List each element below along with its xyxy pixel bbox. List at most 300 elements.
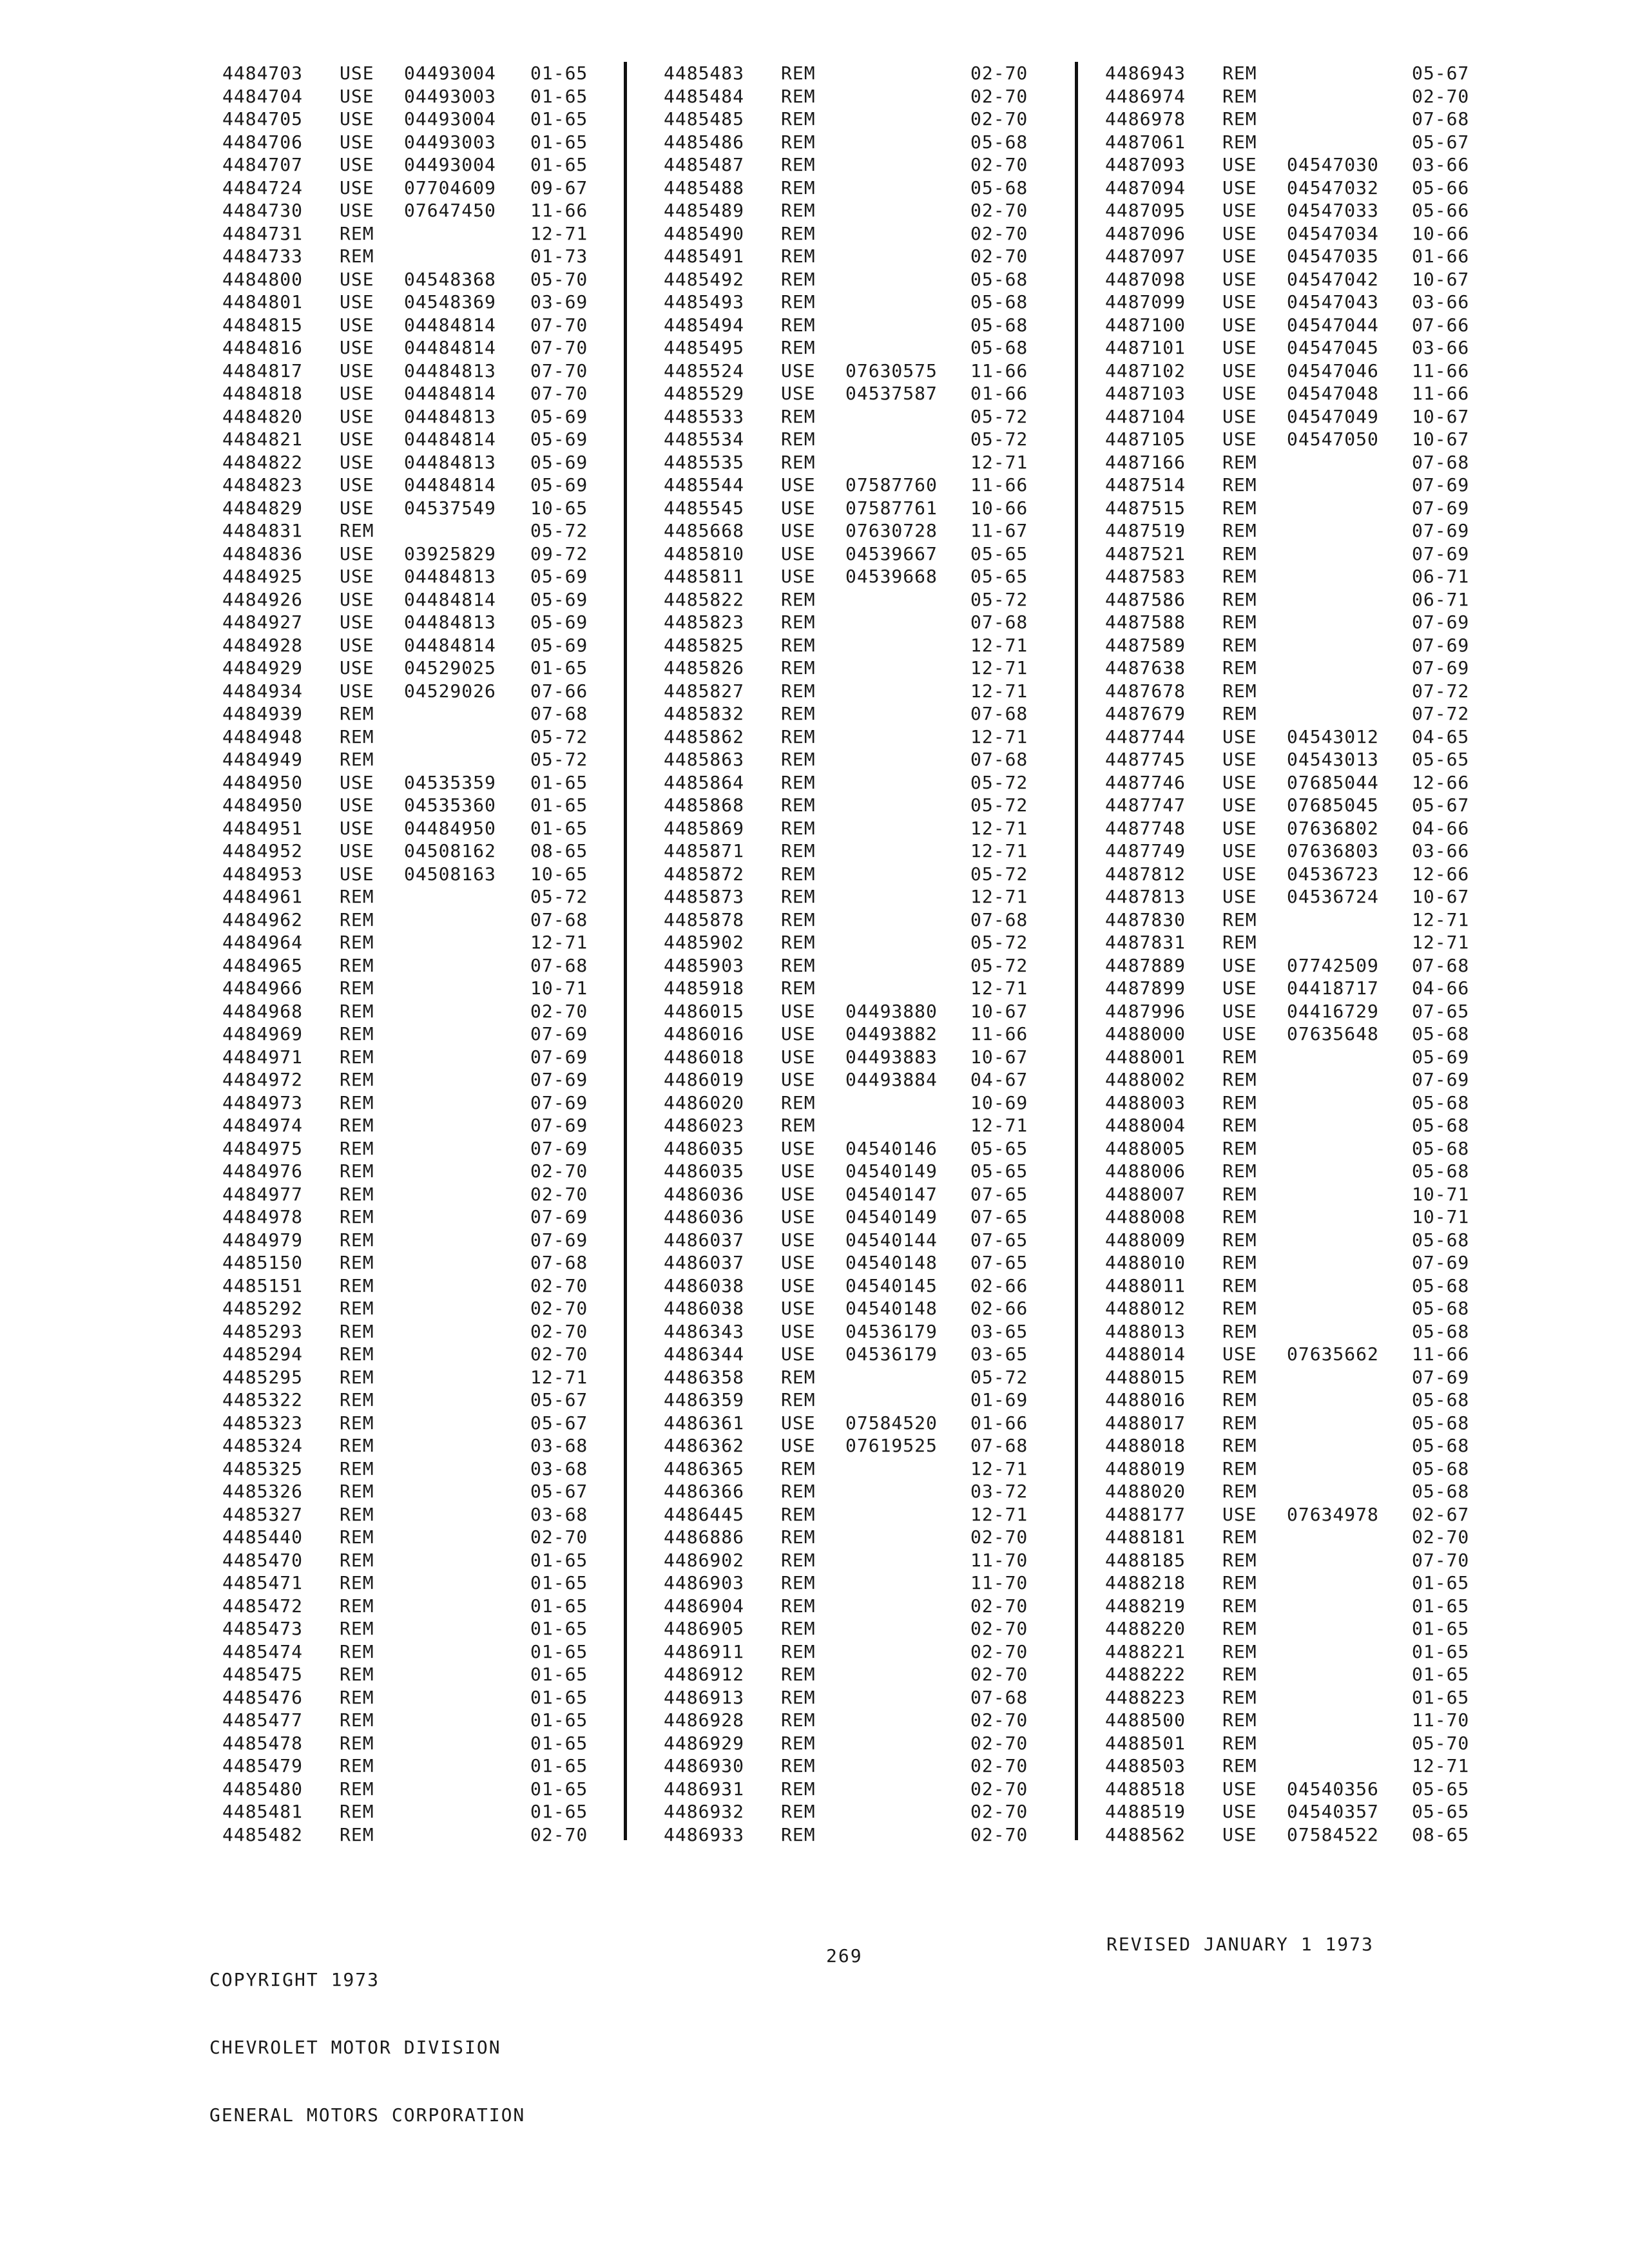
replacement-part-number: 04536723 bbox=[1287, 863, 1379, 885]
action-code: USE bbox=[1222, 817, 1257, 839]
effective-date: 12-71 bbox=[970, 1503, 1028, 1525]
action-code: REM bbox=[1222, 908, 1257, 930]
effective-date: 01-65 bbox=[530, 1709, 588, 1731]
action-code: REM bbox=[340, 1664, 374, 1685]
part-number: 4485478 bbox=[222, 1732, 304, 1754]
action-code: USE bbox=[781, 360, 816, 381]
part-number: 4485477 bbox=[222, 1709, 304, 1731]
action-code: USE bbox=[781, 1412, 816, 1434]
effective-date: 04-66 bbox=[1412, 817, 1470, 839]
effective-date: 05-72 bbox=[970, 588, 1028, 610]
effective-date: 05-65 bbox=[970, 1137, 1028, 1159]
part-number: 4484704 bbox=[222, 85, 304, 107]
effective-date: 09-67 bbox=[530, 177, 588, 198]
replacement-part-number: 07636803 bbox=[1287, 840, 1379, 861]
replacement-part-number: 07685045 bbox=[1287, 794, 1379, 816]
action-code: USE bbox=[340, 657, 374, 678]
part-number: 4484706 bbox=[222, 131, 304, 153]
action-code: USE bbox=[1222, 954, 1257, 976]
action-code: REM bbox=[781, 1091, 816, 1113]
effective-date: 01-66 bbox=[970, 383, 1028, 404]
action-code: REM bbox=[1222, 451, 1257, 473]
replacement-part-number: 07584520 bbox=[845, 1412, 938, 1434]
part-number: 4484801 bbox=[222, 291, 304, 312]
effective-date: 02-70 bbox=[970, 1526, 1028, 1548]
replacement-part-number: 04493004 bbox=[404, 62, 496, 84]
action-code: REM bbox=[340, 1160, 374, 1182]
part-number: 4486023 bbox=[664, 1115, 745, 1136]
effective-date: 10-71 bbox=[530, 977, 588, 999]
part-number: 4486902 bbox=[664, 1549, 745, 1571]
replacement-part-number: 04508162 bbox=[404, 840, 496, 861]
part-number: 4487749 bbox=[1105, 840, 1186, 861]
effective-date: 12-71 bbox=[970, 977, 1028, 999]
replacement-part-number: 04540145 bbox=[845, 1274, 938, 1296]
replacement-part-number: 04540144 bbox=[845, 1229, 938, 1251]
part-number: 4484972 bbox=[222, 1069, 304, 1090]
part-number: 4486344 bbox=[664, 1343, 745, 1365]
effective-date: 05-68 bbox=[1412, 1298, 1470, 1319]
part-number: 4485668 bbox=[664, 520, 745, 541]
action-code: REM bbox=[781, 268, 816, 290]
action-code: REM bbox=[1222, 657, 1257, 678]
part-number: 4485902 bbox=[664, 932, 745, 953]
replacement-part-number: 07630575 bbox=[845, 360, 938, 381]
effective-date: 12-71 bbox=[970, 817, 1028, 839]
action-code: USE bbox=[340, 497, 374, 519]
effective-date: 07-69 bbox=[1412, 474, 1470, 495]
part-number: 4484968 bbox=[222, 1000, 304, 1022]
action-code: REM bbox=[340, 1732, 374, 1754]
revised-date: REVISED JANUARY 1 1973 bbox=[1106, 1934, 1374, 1955]
replacement-part-number: 04547048 bbox=[1287, 383, 1379, 404]
effective-date: 05-68 bbox=[1412, 1274, 1470, 1296]
effective-date: 12-71 bbox=[970, 886, 1028, 907]
action-code: REM bbox=[340, 1366, 374, 1388]
effective-date: 02-70 bbox=[970, 1664, 1028, 1685]
part-number: 4485872 bbox=[664, 863, 745, 885]
part-number: 4485295 bbox=[222, 1366, 304, 1388]
action-code: REM bbox=[781, 62, 816, 84]
copyright-line: GENERAL MOTORS CORPORATION bbox=[209, 2104, 526, 2126]
action-code: REM bbox=[340, 1595, 374, 1617]
part-number: 4484953 bbox=[222, 863, 304, 885]
action-code: REM bbox=[781, 817, 816, 839]
effective-date: 05-65 bbox=[970, 566, 1028, 587]
effective-date: 02-70 bbox=[530, 1183, 588, 1205]
action-code: USE bbox=[340, 405, 374, 427]
part-number: 4487679 bbox=[1105, 703, 1186, 724]
part-number: 4484950 bbox=[222, 794, 304, 816]
action-code: REM bbox=[781, 1640, 816, 1662]
part-number: 4487102 bbox=[1105, 360, 1186, 381]
effective-date: 12-71 bbox=[970, 1457, 1028, 1479]
action-code: REM bbox=[1222, 1298, 1257, 1319]
action-code: REM bbox=[1222, 703, 1257, 724]
part-number: 4486930 bbox=[664, 1755, 745, 1776]
action-code: REM bbox=[781, 1366, 816, 1388]
effective-date: 07-69 bbox=[530, 1091, 588, 1113]
part-number: 4488001 bbox=[1105, 1046, 1186, 1068]
action-code: USE bbox=[340, 154, 374, 175]
action-code: REM bbox=[781, 749, 816, 770]
action-code: USE bbox=[781, 1252, 816, 1273]
effective-date: 02-70 bbox=[970, 62, 1028, 84]
effective-date: 02-70 bbox=[970, 1640, 1028, 1662]
part-number: 4485474 bbox=[222, 1640, 304, 1662]
action-code: REM bbox=[781, 131, 816, 153]
part-number: 4486905 bbox=[664, 1618, 745, 1639]
effective-date: 04-66 bbox=[1412, 977, 1470, 999]
effective-date: 07-69 bbox=[1412, 611, 1470, 633]
action-code: REM bbox=[781, 1503, 816, 1525]
part-number: 4484730 bbox=[222, 200, 304, 221]
action-code: REM bbox=[781, 1732, 816, 1754]
effective-date: 05-67 bbox=[530, 1481, 588, 1502]
action-code: USE bbox=[340, 634, 374, 656]
effective-date: 05-66 bbox=[1412, 200, 1470, 221]
replacement-part-number: 07635662 bbox=[1287, 1343, 1379, 1365]
effective-date: 11-67 bbox=[970, 520, 1028, 541]
action-code: USE bbox=[1222, 1778, 1257, 1800]
effective-date: 01-65 bbox=[530, 771, 588, 793]
effective-date: 11-66 bbox=[970, 474, 1028, 495]
part-number: 4485292 bbox=[222, 1298, 304, 1319]
part-number: 4484820 bbox=[222, 405, 304, 427]
effective-date: 07-68 bbox=[530, 954, 588, 976]
effective-date: 07-68 bbox=[530, 908, 588, 930]
effective-date: 10-67 bbox=[970, 1046, 1028, 1068]
part-number: 4487098 bbox=[1105, 268, 1186, 290]
part-number: 4485475 bbox=[222, 1664, 304, 1685]
part-number: 4484966 bbox=[222, 977, 304, 999]
part-number: 4488181 bbox=[1105, 1526, 1186, 1548]
action-code: REM bbox=[340, 1343, 374, 1365]
action-code: REM bbox=[1222, 1274, 1257, 1296]
part-number: 4487747 bbox=[1105, 794, 1186, 816]
part-number: 4484979 bbox=[222, 1229, 304, 1251]
part-number: 4486974 bbox=[1105, 85, 1186, 107]
effective-date: 01-65 bbox=[530, 85, 588, 107]
action-code: REM bbox=[340, 886, 374, 907]
part-number: 4484934 bbox=[222, 680, 304, 702]
effective-date: 02-70 bbox=[970, 1801, 1028, 1822]
part-number: 4488218 bbox=[1105, 1572, 1186, 1593]
part-number: 4484822 bbox=[222, 451, 304, 473]
action-code: REM bbox=[781, 863, 816, 885]
part-number: 4486016 bbox=[664, 1023, 745, 1044]
effective-date: 11-66 bbox=[530, 200, 588, 221]
action-code: USE bbox=[340, 611, 374, 633]
effective-date: 12-71 bbox=[530, 222, 588, 244]
effective-date: 05-68 bbox=[1412, 1229, 1470, 1251]
effective-date: 03-66 bbox=[1412, 154, 1470, 175]
part-number: 4487638 bbox=[1105, 657, 1186, 678]
effective-date: 10-67 bbox=[1412, 405, 1470, 427]
action-code: USE bbox=[340, 85, 374, 107]
action-code: USE bbox=[1222, 200, 1257, 221]
action-code: USE bbox=[1222, 222, 1257, 244]
part-number: 4485822 bbox=[664, 588, 745, 610]
effective-date: 01-65 bbox=[530, 1686, 588, 1708]
part-number: 4486366 bbox=[664, 1481, 745, 1502]
replacement-part-number: 04484814 bbox=[404, 337, 496, 358]
effective-date: 01-65 bbox=[1412, 1664, 1470, 1685]
part-number: 4488020 bbox=[1105, 1481, 1186, 1502]
action-code: USE bbox=[1222, 337, 1257, 358]
action-code: USE bbox=[781, 520, 816, 541]
part-number: 4487094 bbox=[1105, 177, 1186, 198]
part-number: 4487744 bbox=[1105, 726, 1186, 747]
replacement-part-number: 04547030 bbox=[1287, 154, 1379, 175]
action-code: REM bbox=[781, 1526, 816, 1548]
part-number: 4485810 bbox=[664, 543, 745, 564]
replacement-part-number: 04537549 bbox=[404, 497, 496, 519]
effective-date: 07-69 bbox=[530, 1229, 588, 1251]
part-number: 4487100 bbox=[1105, 314, 1186, 336]
action-code: REM bbox=[340, 1183, 374, 1205]
part-number: 4484964 bbox=[222, 932, 304, 953]
replacement-part-number: 04493882 bbox=[845, 1023, 938, 1044]
effective-date: 05-69 bbox=[530, 428, 588, 450]
part-number: 4487589 bbox=[1105, 634, 1186, 656]
action-code: REM bbox=[1222, 1686, 1257, 1708]
part-number: 4488185 bbox=[1105, 1549, 1186, 1571]
replacement-part-number: 07635648 bbox=[1287, 1023, 1379, 1044]
action-code: REM bbox=[1222, 497, 1257, 519]
part-number: 4486036 bbox=[664, 1206, 745, 1227]
effective-date: 07-68 bbox=[530, 703, 588, 724]
action-code: REM bbox=[781, 85, 816, 107]
part-number: 4485294 bbox=[222, 1343, 304, 1365]
part-number: 4486035 bbox=[664, 1160, 745, 1182]
effective-date: 02-70 bbox=[530, 1298, 588, 1319]
part-number: 4487745 bbox=[1105, 749, 1186, 770]
effective-date: 12-71 bbox=[1412, 1755, 1470, 1776]
action-code: USE bbox=[1222, 268, 1257, 290]
action-code: REM bbox=[1222, 1549, 1257, 1571]
effective-date: 10-71 bbox=[1412, 1206, 1470, 1227]
effective-date: 07-65 bbox=[970, 1252, 1028, 1273]
part-number: 4484705 bbox=[222, 108, 304, 130]
part-number: 4485862 bbox=[664, 726, 745, 747]
effective-date: 01-65 bbox=[530, 794, 588, 816]
effective-date: 09-72 bbox=[530, 543, 588, 564]
part-number: 4484816 bbox=[222, 337, 304, 358]
action-code: REM bbox=[781, 726, 816, 747]
effective-date: 05-72 bbox=[970, 1366, 1028, 1388]
action-code: USE bbox=[340, 428, 374, 450]
effective-date: 08-65 bbox=[1412, 1823, 1470, 1845]
part-number: 4485484 bbox=[664, 85, 745, 107]
effective-date: 11-66 bbox=[1412, 383, 1470, 404]
action-code: REM bbox=[1222, 1618, 1257, 1639]
part-number: 4486020 bbox=[664, 1091, 745, 1113]
effective-date: 05-69 bbox=[530, 611, 588, 633]
action-code: REM bbox=[1222, 1755, 1257, 1776]
replacement-part-number: 07742509 bbox=[1287, 954, 1379, 976]
action-code: USE bbox=[340, 62, 374, 84]
effective-date: 07-70 bbox=[530, 337, 588, 358]
page-number: 269 bbox=[826, 1945, 863, 1966]
action-code: REM bbox=[781, 840, 816, 861]
part-number: 4487746 bbox=[1105, 771, 1186, 793]
effective-date: 02-67 bbox=[1412, 1503, 1470, 1525]
part-number: 4485483 bbox=[664, 62, 745, 84]
action-code: REM bbox=[1222, 1137, 1257, 1159]
action-code: USE bbox=[1222, 245, 1257, 267]
action-code: USE bbox=[1222, 405, 1257, 427]
replacement-part-number: 04547032 bbox=[1287, 177, 1379, 198]
part-number: 4487166 bbox=[1105, 451, 1186, 473]
action-code: REM bbox=[781, 1778, 816, 1800]
effective-date: 02-70 bbox=[970, 200, 1028, 221]
effective-date: 05-68 bbox=[970, 177, 1028, 198]
part-number: 4488013 bbox=[1105, 1320, 1186, 1342]
part-number: 4487831 bbox=[1105, 932, 1186, 953]
action-code: REM bbox=[340, 1000, 374, 1022]
effective-date: 03-66 bbox=[1412, 291, 1470, 312]
part-number: 4488005 bbox=[1105, 1137, 1186, 1159]
effective-date: 01-65 bbox=[1412, 1618, 1470, 1639]
replacement-part-number: 04540146 bbox=[845, 1137, 938, 1159]
effective-date: 07-69 bbox=[530, 1023, 588, 1044]
effective-date: 01-65 bbox=[530, 1732, 588, 1754]
part-number: 4485325 bbox=[222, 1457, 304, 1479]
replacement-part-number: 04536179 bbox=[845, 1320, 938, 1342]
effective-date: 05-72 bbox=[530, 520, 588, 541]
effective-date: 05-68 bbox=[970, 268, 1028, 290]
replacement-part-number: 07584522 bbox=[1287, 1823, 1379, 1845]
effective-date: 01-65 bbox=[1412, 1686, 1470, 1708]
part-number: 4487519 bbox=[1105, 520, 1186, 541]
part-number: 4484836 bbox=[222, 543, 304, 564]
effective-date: 07-68 bbox=[530, 1252, 588, 1273]
part-number: 4485524 bbox=[664, 360, 745, 381]
action-code: USE bbox=[1222, 726, 1257, 747]
action-code: REM bbox=[340, 726, 374, 747]
part-number: 4485491 bbox=[664, 245, 745, 267]
part-number: 4484939 bbox=[222, 703, 304, 724]
effective-date: 12-71 bbox=[1412, 908, 1470, 930]
effective-date: 11-70 bbox=[1412, 1709, 1470, 1731]
action-code: REM bbox=[1222, 1664, 1257, 1685]
replacement-part-number: 04547046 bbox=[1287, 360, 1379, 381]
part-number: 4484951 bbox=[222, 817, 304, 839]
replacement-part-number: 04484813 bbox=[404, 360, 496, 381]
action-code: REM bbox=[1222, 474, 1257, 495]
part-number: 4486358 bbox=[664, 1366, 745, 1388]
part-number: 4488000 bbox=[1105, 1023, 1186, 1044]
effective-date: 01-65 bbox=[530, 1801, 588, 1822]
action-code: USE bbox=[781, 1206, 816, 1227]
action-code: REM bbox=[340, 1503, 374, 1525]
effective-date: 02-70 bbox=[970, 1732, 1028, 1754]
action-code: REM bbox=[781, 771, 816, 793]
part-number: 4485826 bbox=[664, 657, 745, 678]
part-number: 4485324 bbox=[222, 1435, 304, 1456]
part-number: 4485492 bbox=[664, 268, 745, 290]
part-number: 4488003 bbox=[1105, 1091, 1186, 1113]
effective-date: 12-71 bbox=[970, 840, 1028, 861]
effective-date: 07-69 bbox=[530, 1115, 588, 1136]
part-number: 4488223 bbox=[1105, 1686, 1186, 1708]
effective-date: 10-65 bbox=[530, 863, 588, 885]
action-code: REM bbox=[1222, 1115, 1257, 1136]
part-number: 4484823 bbox=[222, 474, 304, 495]
replacement-part-number: 04543013 bbox=[1287, 749, 1379, 770]
replacement-part-number: 07704609 bbox=[404, 177, 496, 198]
action-code: USE bbox=[1222, 428, 1257, 450]
part-number: 4485487 bbox=[664, 154, 745, 175]
part-number: 4484831 bbox=[222, 520, 304, 541]
part-number: 4486361 bbox=[664, 1412, 745, 1434]
action-code: REM bbox=[781, 611, 816, 633]
effective-date: 05-70 bbox=[530, 268, 588, 290]
replacement-part-number: 04547044 bbox=[1287, 314, 1379, 336]
effective-date: 01-65 bbox=[530, 1618, 588, 1639]
effective-date: 07-69 bbox=[530, 1046, 588, 1068]
part-number: 4488220 bbox=[1105, 1618, 1186, 1639]
part-number: 4485535 bbox=[664, 451, 745, 473]
action-code: USE bbox=[781, 1046, 816, 1068]
part-number: 4486904 bbox=[664, 1595, 745, 1617]
effective-date: 05-68 bbox=[1412, 1160, 1470, 1182]
effective-date: 07-65 bbox=[970, 1206, 1028, 1227]
action-code: USE bbox=[1222, 794, 1257, 816]
replacement-part-number: 04535360 bbox=[404, 794, 496, 816]
action-code: REM bbox=[1222, 1229, 1257, 1251]
part-number: 4484731 bbox=[222, 222, 304, 244]
replacement-part-number: 03925829 bbox=[404, 543, 496, 564]
replacement-part-number: 04484814 bbox=[404, 314, 496, 336]
part-number: 4486445 bbox=[664, 1503, 745, 1525]
action-code: USE bbox=[340, 291, 374, 312]
action-code: USE bbox=[1222, 840, 1257, 861]
action-code: REM bbox=[1222, 680, 1257, 702]
action-code: USE bbox=[340, 794, 374, 816]
action-code: USE bbox=[781, 543, 816, 564]
action-code: USE bbox=[781, 1435, 816, 1456]
action-code: REM bbox=[781, 154, 816, 175]
replacement-part-number: 04493880 bbox=[845, 1000, 938, 1022]
action-code: REM bbox=[781, 1595, 816, 1617]
part-number: 4488010 bbox=[1105, 1252, 1186, 1273]
effective-date: 05-65 bbox=[970, 1160, 1028, 1182]
action-code: USE bbox=[340, 588, 374, 610]
action-code: REM bbox=[340, 703, 374, 724]
action-code: REM bbox=[340, 1618, 374, 1639]
action-code: REM bbox=[340, 1069, 374, 1090]
action-code: USE bbox=[340, 771, 374, 793]
action-code: REM bbox=[340, 1526, 374, 1548]
action-code: USE bbox=[340, 543, 374, 564]
action-code: REM bbox=[340, 1709, 374, 1731]
effective-date: 05-72 bbox=[530, 749, 588, 770]
action-code: REM bbox=[1222, 588, 1257, 610]
replacement-part-number: 07587760 bbox=[845, 474, 938, 495]
effective-date: 10-67 bbox=[1412, 268, 1470, 290]
part-number: 4485918 bbox=[664, 977, 745, 999]
effective-date: 05-72 bbox=[970, 405, 1028, 427]
action-code: USE bbox=[1222, 771, 1257, 793]
action-code: REM bbox=[781, 886, 816, 907]
part-number: 4486035 bbox=[664, 1137, 745, 1159]
replacement-part-number: 04540357 bbox=[1287, 1801, 1379, 1822]
part-number: 4488002 bbox=[1105, 1069, 1186, 1090]
part-number: 4488518 bbox=[1105, 1778, 1186, 1800]
effective-date: 03-65 bbox=[970, 1343, 1028, 1365]
